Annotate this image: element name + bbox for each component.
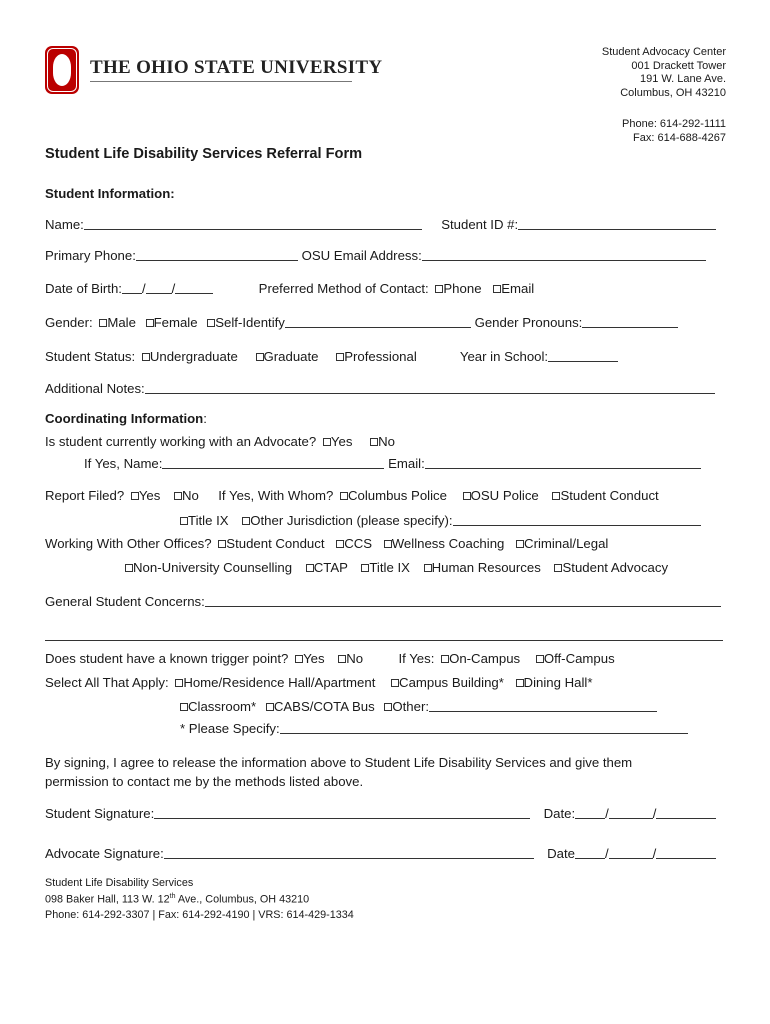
- select-all-row-2: [177, 699, 657, 715]
- other-jurisdiction-field[interactable]: [453, 514, 701, 526]
- office-wellness-label: Wellness Coaching: [391, 536, 505, 551]
- loc-other-field[interactable]: [429, 700, 657, 712]
- office-criminal-checkbox[interactable]: [516, 540, 524, 548]
- trigger-row: [45, 651, 615, 667]
- other-offices-row: [45, 536, 608, 552]
- other-offices-row-2: [122, 560, 668, 576]
- student-date-month[interactable]: [575, 807, 605, 819]
- student-conduct-label: Student Conduct: [560, 488, 659, 503]
- advocate-no-checkbox[interactable]: [370, 438, 378, 446]
- status-row: [45, 349, 618, 365]
- columbus-police-label: Columbus Police: [347, 488, 447, 503]
- trigger-question: Does student have a known trigger point?: [45, 651, 289, 666]
- logo-divider: [90, 81, 352, 82]
- report-no-label: No: [182, 488, 199, 503]
- pronouns-label: Gender Pronouns:: [474, 315, 583, 330]
- office-nonuni-label: Non-University Counselling: [133, 560, 293, 575]
- coordinating-heading-colon: :: [203, 411, 207, 426]
- office-contact: [622, 118, 726, 145]
- contact-method-label: Preferred Method of Contact:: [258, 281, 429, 296]
- footer-contact: Phone: 614-292-3307 | Fax: 614-292-4190 | VRS: 614-429-1334: [45, 909, 354, 921]
- loc-home-label: Home/Residence Hall/Apartment: [183, 675, 376, 690]
- notes-label: Additional Notes:: [45, 381, 145, 396]
- footer-address: 098 Baker Hall, 113 W. 12th Ave., Columbus, OH 43210: [45, 893, 310, 906]
- advocate-date-year[interactable]: [656, 847, 716, 859]
- office-titleix-label: Title IX: [369, 560, 410, 575]
- columbus-police-checkbox[interactable]: [340, 492, 348, 500]
- please-specify-label: * Please Specify:: [180, 721, 280, 736]
- notes-row: [45, 381, 715, 397]
- title-ix-label: Title IX: [188, 513, 229, 528]
- off-campus-checkbox[interactable]: [536, 655, 544, 663]
- trigger-yes-checkbox[interactable]: [295, 655, 303, 663]
- loc-classroom-checkbox[interactable]: [180, 703, 188, 711]
- name-label: Name:: [45, 217, 84, 232]
- dob-separator: /: [171, 281, 176, 296]
- university-name: THE OHIO STATE UNIVERSITY: [90, 57, 383, 78]
- concerns-label: General Student Concerns:: [45, 594, 205, 609]
- office-hr-checkbox[interactable]: [424, 564, 432, 572]
- report-yes-checkbox[interactable]: [131, 492, 139, 500]
- advocate-signature-row: Advocate Signature: Date / /: [45, 846, 716, 862]
- report-row: [45, 488, 659, 504]
- advocate-name-label: If Yes, Name:: [84, 456, 163, 471]
- student-signature-label: Student Signature:: [45, 806, 155, 821]
- osu-police-label: OSU Police: [470, 488, 539, 503]
- gender-label: Gender:: [45, 315, 93, 330]
- form-title: Student Life Disability Services Referral Form: [45, 146, 363, 162]
- loc-dining-checkbox[interactable]: [516, 679, 524, 687]
- off-campus-label: Off-Campus: [543, 651, 615, 666]
- office-wellness-checkbox[interactable]: [384, 540, 392, 548]
- on-campus-label: On-Campus: [449, 651, 521, 666]
- concerns-field-line-2[interactable]: [45, 640, 723, 641]
- office-name: Student Advocacy Center: [601, 46, 726, 58]
- jurisdiction-row: [177, 513, 701, 529]
- phone-email-row: [45, 248, 706, 264]
- name-field[interactable]: [84, 218, 422, 230]
- student-date-label: Date:: [543, 806, 576, 821]
- advocate-no-label: No: [378, 434, 395, 449]
- dob-month-field[interactable]: [122, 282, 142, 294]
- office-fax: Fax: 614-688-4267: [633, 131, 726, 144]
- status-undergrad-checkbox[interactable]: [142, 353, 150, 361]
- report-yes-label: Yes: [138, 488, 161, 503]
- student-signature-field[interactable]: [154, 807, 530, 819]
- office-student-conduct-label: Student Conduct: [226, 536, 325, 551]
- contact-email-label: Email: [501, 281, 535, 296]
- advocate-name-row: [84, 456, 701, 472]
- office-advocacy-label: Student Advocacy: [562, 560, 669, 575]
- office-address-line2: 191 W. Lane Ave.: [639, 73, 726, 86]
- consent-line-2: permission to contact me by the methods listed above.: [45, 774, 364, 789]
- dob-year-field[interactable]: [175, 282, 213, 294]
- dob-day-field[interactable]: [146, 282, 172, 294]
- please-specify-field[interactable]: [280, 722, 688, 734]
- loc-cabs-label: CABS/COTA Bus: [273, 699, 375, 714]
- student-signature-row: Student Signature: Date: / /: [45, 806, 716, 822]
- office-ctap-checkbox[interactable]: [306, 564, 314, 572]
- primary-phone-label: Primary Phone:: [45, 248, 136, 263]
- trigger-no-label: No: [346, 651, 364, 666]
- office-phone: Phone: 614-292-1111: [622, 118, 726, 130]
- office-nonuni-checkbox[interactable]: [125, 564, 133, 572]
- office-address: [602, 46, 726, 100]
- please-specify-row: [180, 721, 688, 737]
- advocate-signature-label: Advocate Signature:: [45, 846, 164, 861]
- student-date-day[interactable]: [609, 807, 653, 819]
- pronouns-field[interactable]: [582, 316, 678, 328]
- status-label: Student Status:: [45, 349, 136, 364]
- office-ccs-label: CCS: [344, 536, 373, 551]
- student-id-field[interactable]: [518, 218, 716, 230]
- office-ccs-checkbox[interactable]: [336, 540, 344, 548]
- trigger-ifyes-label: If Yes:: [398, 651, 435, 666]
- report-no-checkbox[interactable]: [174, 492, 182, 500]
- gender-row: [45, 315, 678, 331]
- advocate-email-field[interactable]: [425, 457, 701, 469]
- status-undergrad-label: Undergraduate: [149, 349, 238, 364]
- concerns-row: [45, 594, 721, 610]
- coordinating-heading-row: [45, 411, 207, 427]
- on-campus-checkbox[interactable]: [441, 655, 449, 663]
- other-jurisdiction-label: Other Jurisdiction (please specify):: [250, 513, 453, 528]
- osu-email-label: OSU Email Address:: [301, 248, 422, 263]
- advocate-date-label: Date: [547, 846, 575, 861]
- gender-self-label: Self-Identify: [215, 315, 285, 330]
- osu-email-field[interactable]: [422, 249, 706, 261]
- select-all-label: Select All That Apply:: [45, 675, 169, 690]
- gender-male-label: Male: [107, 315, 136, 330]
- contact-email-checkbox[interactable]: [493, 285, 501, 293]
- advocate-yes-checkbox[interactable]: [323, 438, 331, 446]
- loc-dining-label: Dining Hall*: [523, 675, 593, 690]
- name-row: [45, 217, 716, 233]
- office-address-line3: Columbus, OH 43210: [620, 86, 726, 99]
- advocate-date-month[interactable]: [575, 847, 605, 859]
- dob-separator: /: [141, 281, 146, 296]
- report-label: Report Filed?: [45, 488, 125, 503]
- status-prof-label: Professional: [344, 349, 417, 364]
- gender-self-field[interactable]: [285, 316, 471, 328]
- coordinating-heading: Coordinating Information: [45, 411, 204, 426]
- advocate-date-day[interactable]: [609, 847, 653, 859]
- advocate-row: [45, 434, 395, 450]
- title-ix-checkbox[interactable]: [180, 517, 188, 525]
- advocate-question: Is student currently working with an Advocate?: [45, 434, 317, 449]
- student-info-heading: Student Information:: [45, 186, 175, 201]
- office-address-line1: 001 Drackett Tower: [631, 59, 726, 72]
- footer-office-name: Student Life Disability Services: [45, 877, 194, 889]
- year-label: Year in School:: [459, 349, 549, 364]
- select-all-row: [45, 675, 592, 691]
- advocate-email-label: Email:: [388, 456, 425, 471]
- other-offices-label: Working With Other Offices?: [45, 536, 212, 551]
- year-field[interactable]: [548, 350, 618, 362]
- block-o-icon: [45, 46, 79, 94]
- concerns-field[interactable]: [205, 595, 721, 607]
- osu-police-checkbox[interactable]: [463, 492, 471, 500]
- loc-cabs-checkbox[interactable]: [266, 703, 274, 711]
- advocate-name-field[interactable]: [162, 457, 384, 469]
- loc-classroom-label: Classroom*: [188, 699, 257, 714]
- loc-other-label: Other:: [392, 699, 430, 714]
- with-whom-label: If Yes, With Whom?: [218, 488, 334, 503]
- office-criminal-label: Criminal/Legal: [524, 536, 609, 551]
- primary-phone-field[interactable]: [136, 249, 298, 261]
- office-hr-label: Human Resources: [431, 560, 541, 575]
- loc-building-label: Campus Building*: [399, 675, 504, 690]
- office-ctap-label: CTAP: [313, 560, 348, 575]
- notes-field[interactable]: [145, 382, 715, 394]
- student-date-year[interactable]: [656, 807, 716, 819]
- student-id-label: Student ID #:: [441, 217, 519, 232]
- advocate-signature-field[interactable]: [164, 847, 534, 859]
- advocate-yes-label: Yes: [330, 434, 353, 449]
- consent-line-1: By signing, I agree to release the information above to Student Life Disability Services and give them: [45, 755, 633, 770]
- status-grad-label: Graduate: [263, 349, 319, 364]
- dob-label: Date of Birth:: [45, 281, 122, 296]
- gender-female-checkbox[interactable]: [146, 319, 154, 327]
- status-prof-checkbox[interactable]: [336, 353, 344, 361]
- status-grad-checkbox[interactable]: [256, 353, 264, 361]
- gender-female-label: Female: [153, 315, 198, 330]
- dob-contact-row: [45, 281, 534, 297]
- contact-phone-label: Phone: [443, 281, 482, 296]
- loc-building-checkbox[interactable]: [391, 679, 399, 687]
- trigger-yes-label: Yes: [303, 651, 325, 666]
